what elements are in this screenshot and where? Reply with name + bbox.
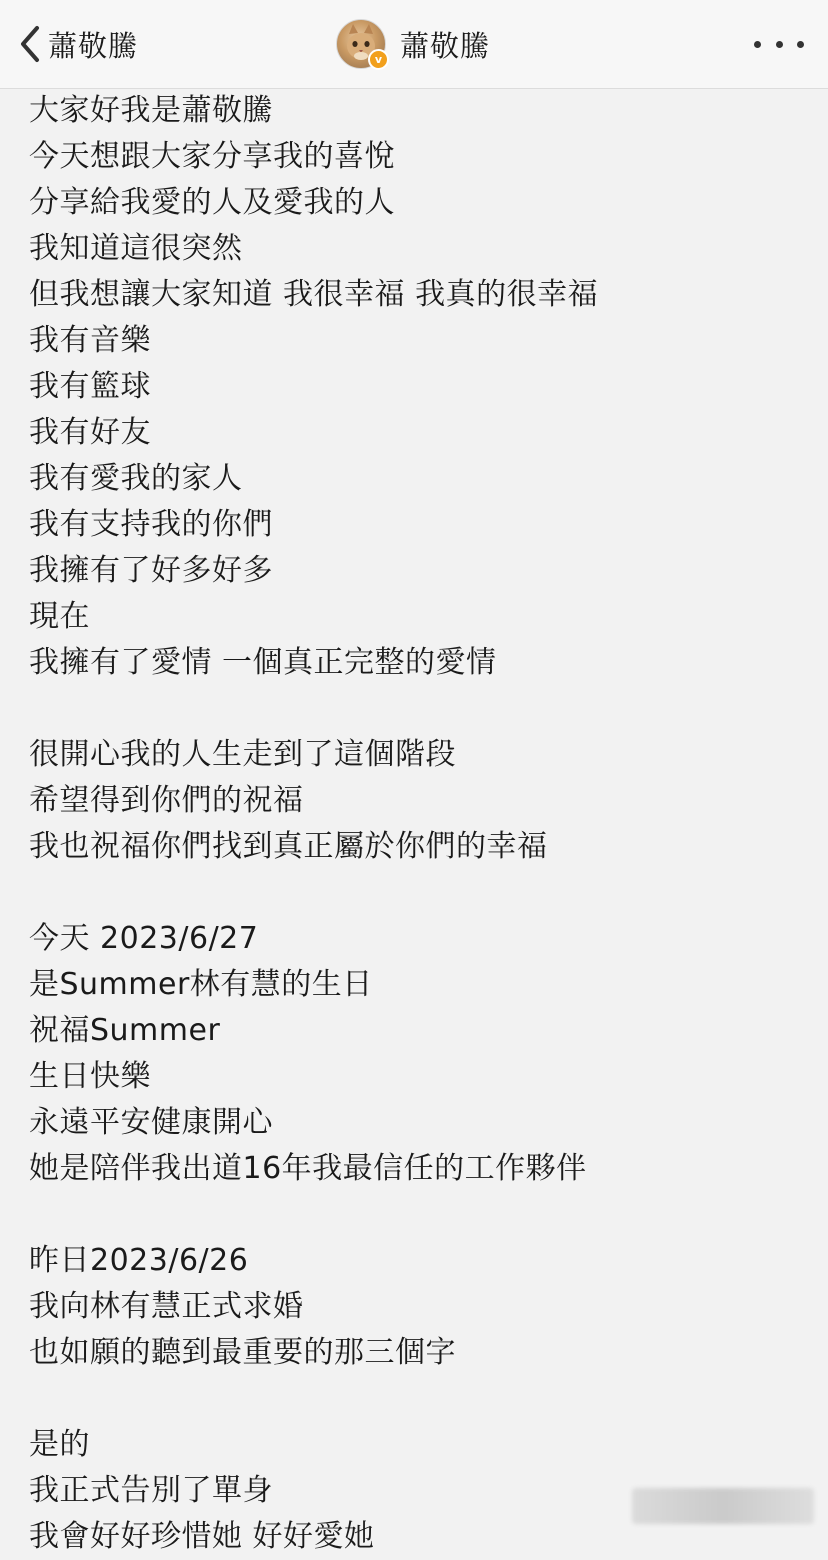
post-text-line: 祝福Summer	[29, 1013, 221, 1048]
post-text-line: 她是陪伴我出道16年我最信任的工作夥伴	[29, 1151, 587, 1186]
post-text-line: 大家好我是蕭敬騰	[29, 93, 273, 128]
post-text-line: 我向林有慧正式求婚	[29, 1289, 304, 1324]
post-text-line: 我有支持我的你們	[29, 507, 273, 542]
paragraph-spacer	[29, 870, 809, 916]
more-dot-icon	[776, 41, 783, 48]
post-text-line: 我擁有了好多好多	[29, 553, 273, 588]
more-dot-icon	[754, 41, 761, 48]
post-text-line: 我擁有了愛情 一個真正完整的愛情	[29, 645, 497, 680]
verified-badge-icon: v	[368, 49, 389, 70]
post-body	[29, 88, 809, 1560]
back-button-label: 蕭敬騰	[48, 28, 139, 63]
post-text-line: 是的	[29, 1427, 90, 1462]
post-text-line: 我有愛我的家人	[29, 461, 243, 496]
post-text-line: 很開心我的人生走到了這個階段	[29, 737, 456, 772]
top-navigation-bar	[0, 0, 828, 89]
avatar[interactable]	[336, 19, 386, 69]
post-text-line: 我會好好珍惜她 好好愛她	[29, 1519, 375, 1554]
paragraph-spacer	[29, 1192, 809, 1238]
post-text-line: 今天想跟大家分享我的喜悅	[29, 139, 395, 174]
blurred-watermark	[632, 1488, 814, 1524]
post-text-line: 但我想讓大家知道 我很幸福 我真的很幸福	[29, 277, 599, 312]
post-text-line: 我有好友	[29, 415, 151, 450]
post-text-line: 生日快樂	[29, 1059, 151, 1094]
profile-title[interactable]	[336, 20, 490, 68]
post-text-line: 是Summer林有慧的生日	[29, 967, 373, 1002]
back-button[interactable]	[18, 20, 138, 68]
page-title: 蕭敬騰	[400, 28, 491, 63]
post-text-line: 也如願的聽到最重要的那三個字	[29, 1335, 456, 1370]
post-text-line: 我有音樂	[29, 323, 151, 358]
post-text-line: 永遠平安健康開心	[29, 1105, 273, 1140]
paragraph-spacer	[29, 1376, 809, 1422]
post-text-line: 希望得到你們的祝福	[29, 783, 304, 818]
post-text-line: 我也祝福你們找到真正屬於你們的幸福	[29, 829, 548, 864]
more-dot-icon	[797, 41, 804, 48]
post-text-line: 分享給我愛的人及愛我的人	[29, 185, 395, 220]
post-text-line: 今天 2023/6/27	[29, 921, 259, 956]
post-text-line: 現在	[29, 599, 90, 634]
post-text-line: 我知道這很突然	[29, 231, 243, 266]
post-text-line: 我正式告別了單身	[29, 1473, 273, 1508]
post-text-line: 昨日2023/6/26	[29, 1243, 249, 1278]
more-options-button[interactable]	[754, 28, 804, 60]
post-text-line: 我有籃球	[29, 369, 151, 404]
paragraph-spacer	[29, 686, 809, 732]
chevron-left-icon	[18, 24, 42, 64]
